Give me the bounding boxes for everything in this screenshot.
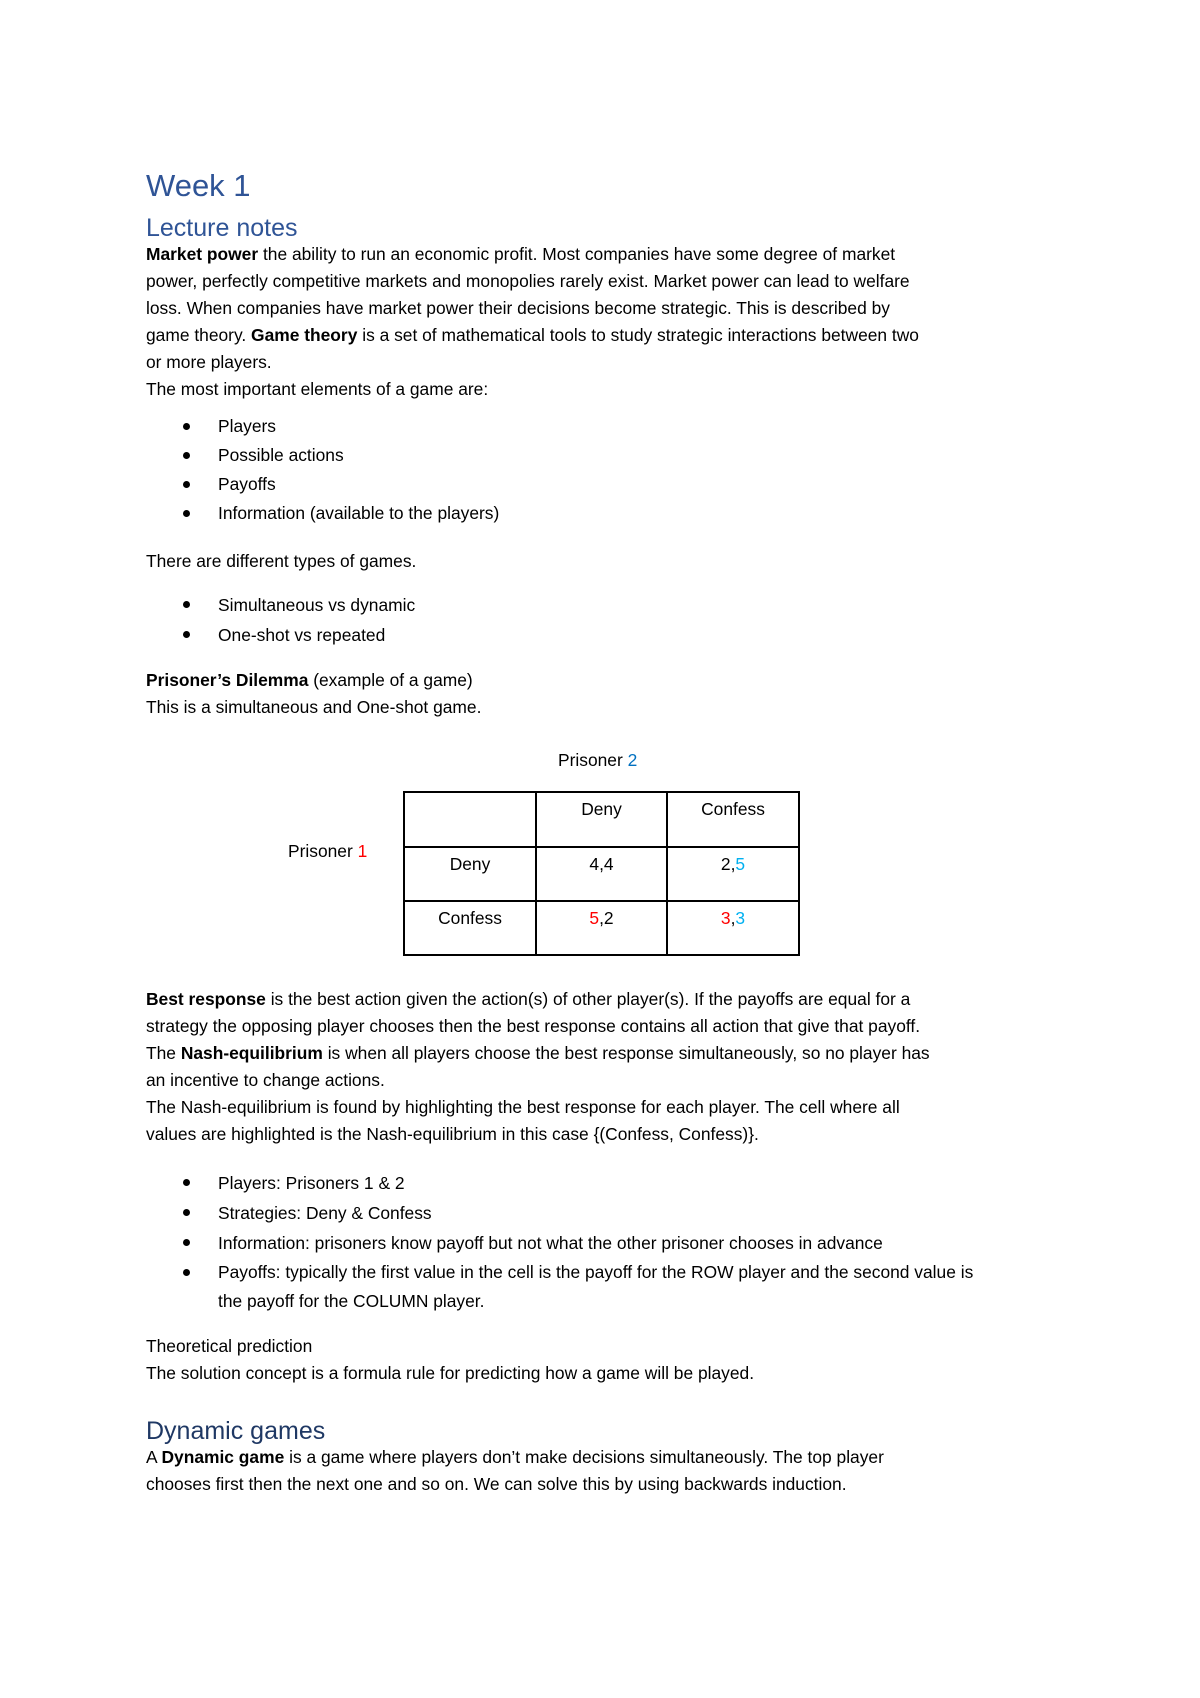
intro-paragraph xyxy=(146,241,1066,403)
list-item: Possible actions xyxy=(146,441,1066,470)
row-header-confess: Confess xyxy=(404,901,536,955)
term-nash-equilibrium: Nash-equilibrium xyxy=(180,1043,323,1063)
list-item: Simultaneous vs dynamic xyxy=(146,590,1066,620)
payoff-cell-confess-deny: 5,2 xyxy=(536,901,667,955)
list-item: Players: Prisoners 1 & 2 xyxy=(146,1168,1066,1198)
best-response-p1: 5 xyxy=(589,908,600,928)
best-response-p1: 3 xyxy=(720,908,731,928)
list-item: Players xyxy=(146,412,1066,441)
list-item: Information: prisoners know payoff but not what the other prisoner chooses in advance xyxy=(146,1228,1066,1258)
bullet-icon xyxy=(183,1209,190,1216)
section-heading-lecture-notes: Lecture notes xyxy=(146,214,298,242)
payoff-matrix xyxy=(403,791,800,956)
payoff-cell-confess-confess: 3,3 xyxy=(667,901,799,955)
intro-line-3: loss. When companies have market power their decisions become strategic. This is described by xyxy=(146,298,890,318)
list-item: Strategies: Deny & Confess xyxy=(146,1198,1066,1228)
best-response-p2: 3 xyxy=(735,908,746,928)
best-response-p2: 5 xyxy=(735,854,746,874)
bullet-icon xyxy=(183,452,190,459)
column-header-confess: Confess xyxy=(667,792,799,847)
pd-title: Prisoner’s Dilemma (example of a game) xyxy=(146,670,473,690)
table-header-row xyxy=(404,792,799,847)
column-header-deny: Deny xyxy=(536,792,667,847)
summary-list xyxy=(146,1168,1066,1316)
list-item: Information (available to the players) xyxy=(146,499,1066,528)
payoff-cell-deny-deny: 4,4 xyxy=(536,847,667,901)
section-heading-dynamic-games: Dynamic games xyxy=(146,1417,326,1445)
bullet-icon xyxy=(183,631,190,638)
bullet-icon xyxy=(183,481,190,488)
table-row xyxy=(404,847,799,901)
intro-line-6: The most important elements of a game are: xyxy=(146,379,489,399)
intro-line-5: or more players. xyxy=(146,352,272,372)
dynamic-games-paragraph: A Dynamic game is a game where players don’t make decisions simultaneously. The top player chooses first then the next one and so on. We can solve this by using backwards induction. xyxy=(146,1447,884,1494)
bullet-icon xyxy=(183,510,190,517)
table-corner-cell xyxy=(404,792,536,847)
list-item: Payoffs xyxy=(146,470,1066,499)
list-item: Payoffs: typically the first value in the cell is the payoff for the ROW player and the second value is the payoff for the COLUMN player. xyxy=(146,1258,978,1316)
table-row xyxy=(404,901,799,955)
game-types-list xyxy=(146,590,1066,650)
page-title: Week 1 xyxy=(146,168,251,203)
best-response-paragraph: Best response is the best action given the action(s) of other player(s). If the payoffs are equal for a strategy the opposing player chooses then the best response contains all action that give that payoff. The Nash-equilibrium is when all players choose the best response simultaneously, so no player has an incentive to change actions. The Nash-equilibrium is found by highlighting the best response for each player. The cell where all values are highlighted is the Nash-equilibrium in this case {(Confess, Confess)}. xyxy=(146,989,930,1144)
bullet-icon xyxy=(183,1179,190,1186)
term-market-power: Market power xyxy=(146,244,259,264)
prisoners-dilemma-intro xyxy=(146,667,1066,721)
term-game-theory: Game theory xyxy=(251,325,358,345)
payoff-cell-deny-confess: 2,5 xyxy=(667,847,799,901)
column-player-label: Prisoner 2 xyxy=(558,750,638,770)
theoretical-heading: Theoretical prediction xyxy=(146,1336,313,1356)
list-item: One-shot vs repeated xyxy=(146,620,1066,650)
pd-description: This is a simultaneous and One-shot game. xyxy=(146,697,482,717)
intro-line-2: power, perfectly competitive markets and monopolies rarely exist. Market power can lead to welfare xyxy=(146,271,910,291)
term-best-response: Best response xyxy=(146,989,266,1009)
row-player-label: Prisoner 1 xyxy=(288,841,368,861)
intro-line-4: game theory. Game theory is a set of mathematical tools to study strategic interactions between two xyxy=(146,325,919,345)
bullet-icon xyxy=(183,1269,190,1276)
theoretical-prediction: Theoretical prediction The solution concept is a formula rule for predicting how a game will be played. xyxy=(146,1333,1066,1387)
bullet-icon xyxy=(183,1239,190,1246)
bullet-icon xyxy=(183,601,190,608)
bullet-icon xyxy=(183,423,190,430)
types-intro: There are different types of games. xyxy=(146,551,417,571)
intro-line-1: Market power the ability to run an economic profit. Most companies have some degree of market xyxy=(146,244,896,264)
game-elements-list xyxy=(146,412,1066,528)
row-header-deny: Deny xyxy=(404,847,536,901)
term-dynamic-game: Dynamic game xyxy=(161,1447,285,1467)
